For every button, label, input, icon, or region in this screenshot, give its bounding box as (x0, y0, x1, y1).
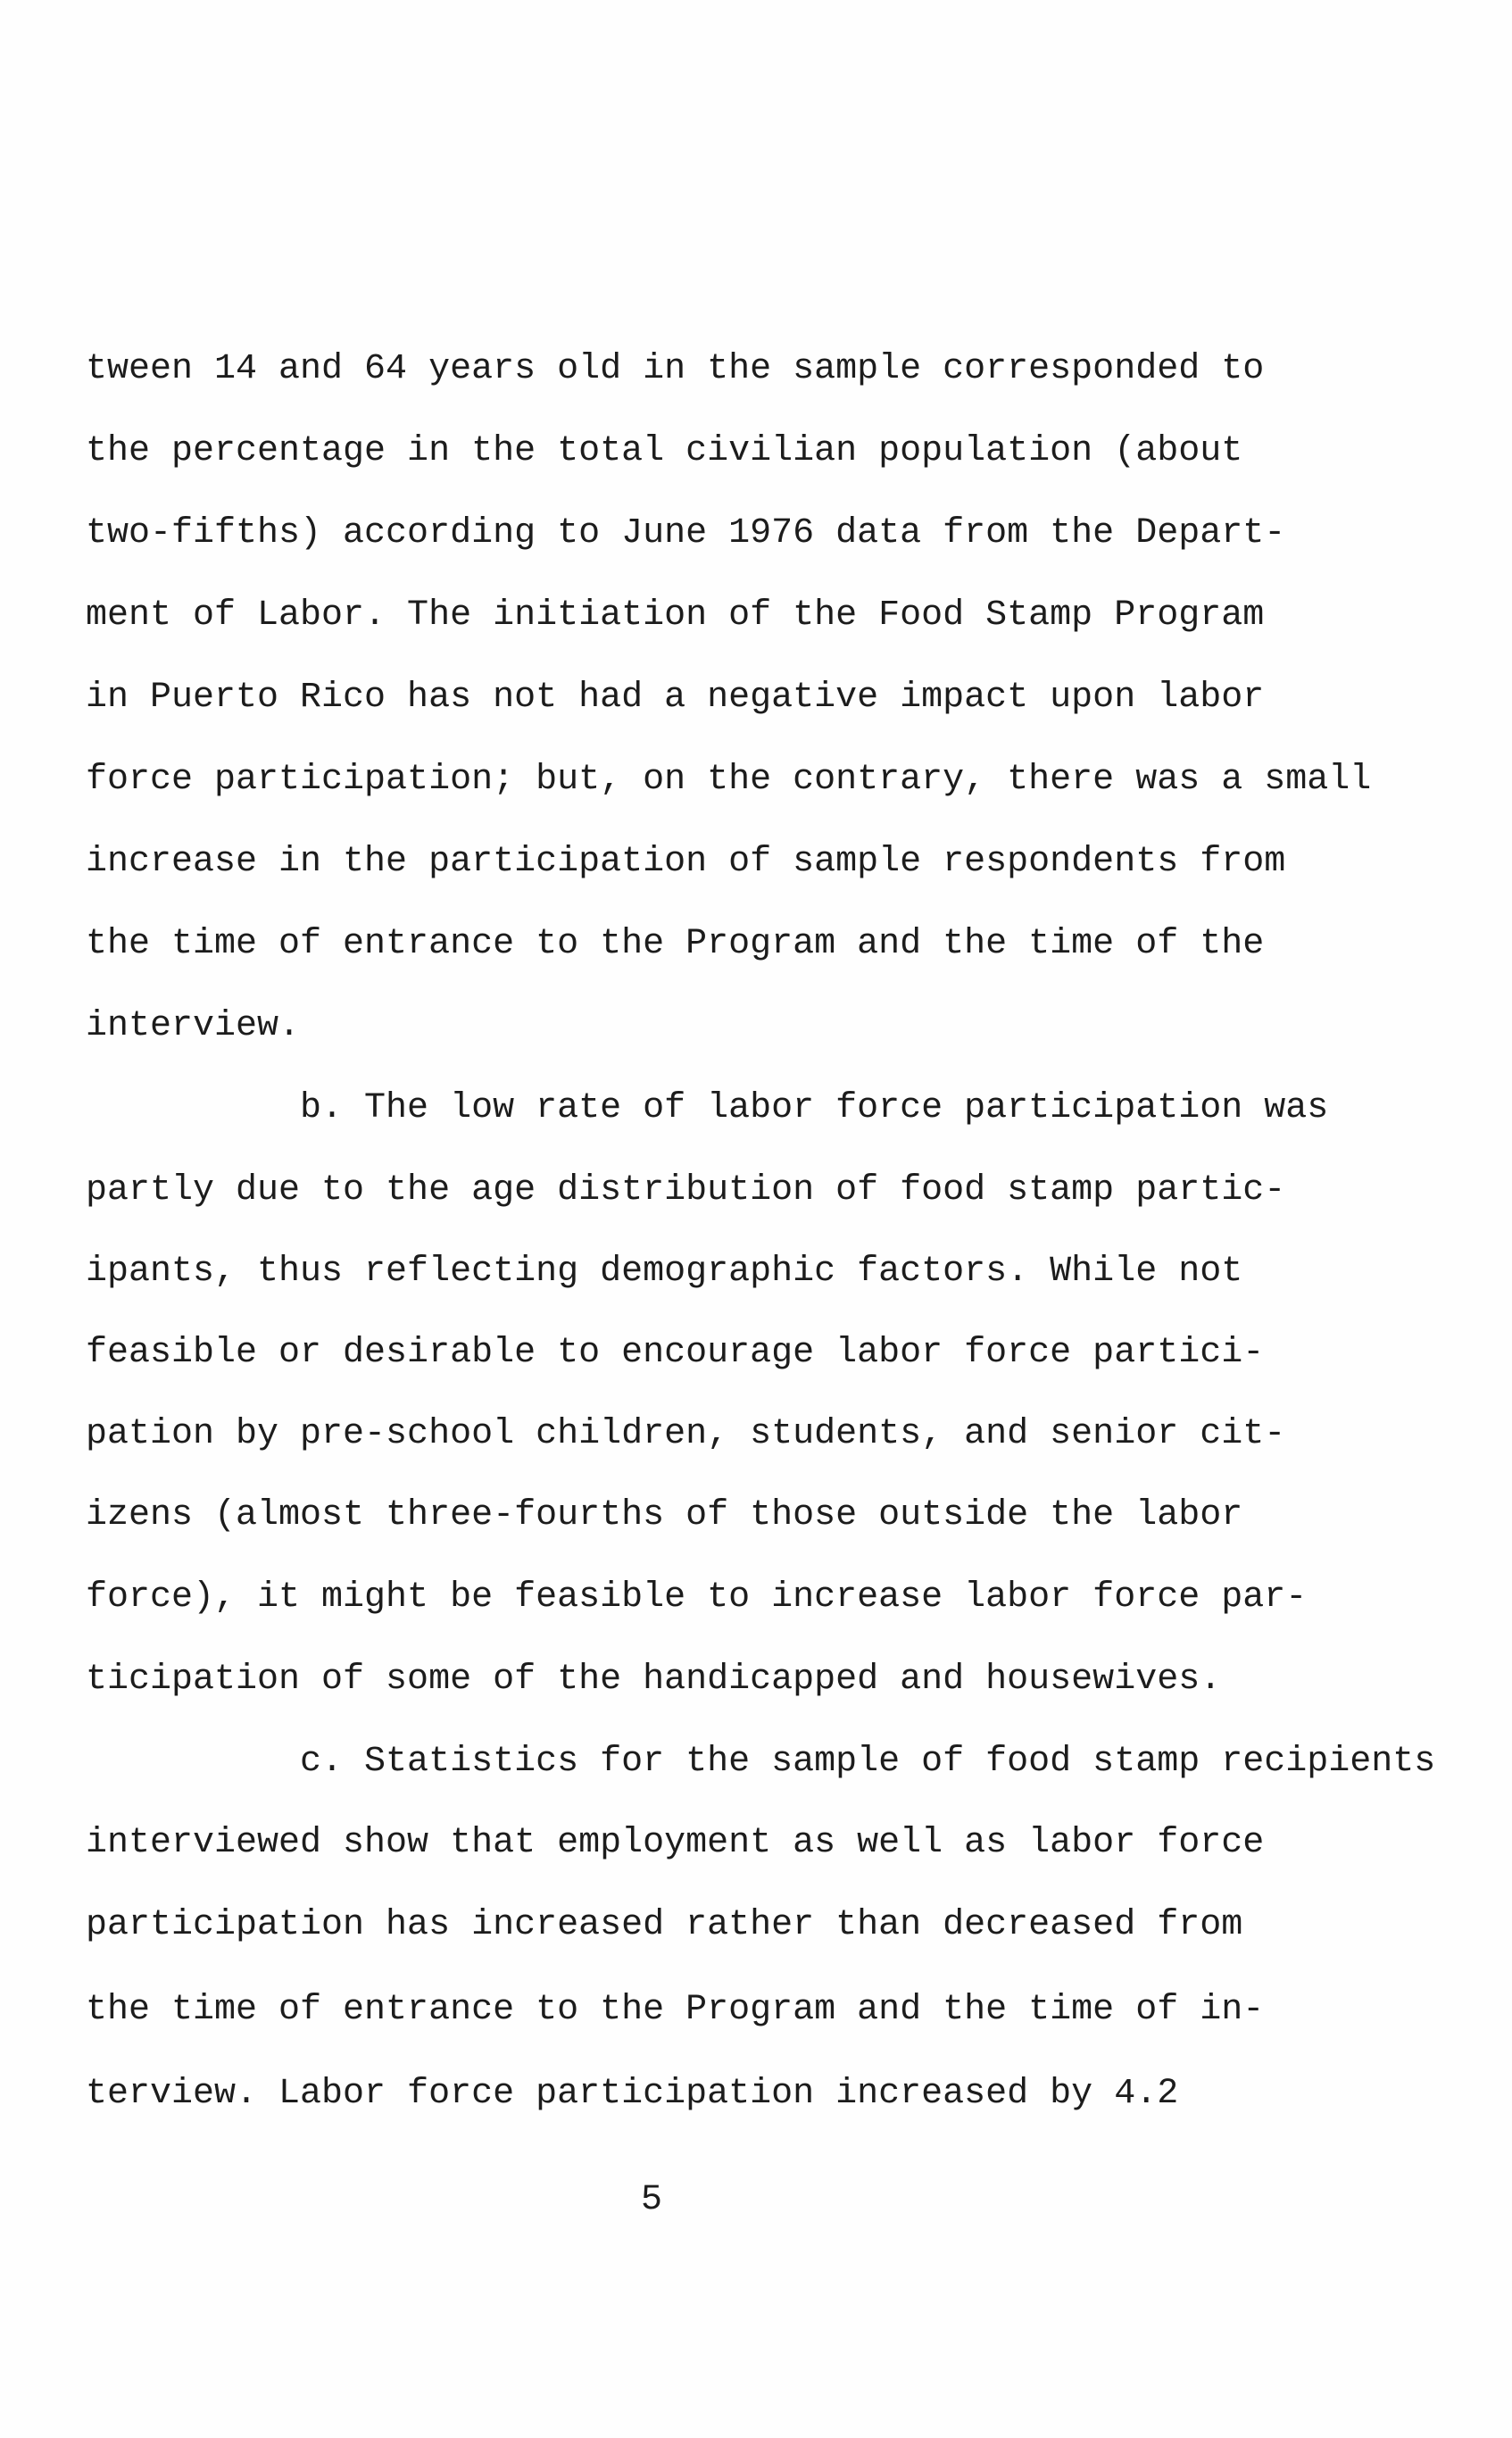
text-line-21: the time of entrance to the Program and the time of in- (86, 1990, 1265, 2030)
text-line-9: interview. (86, 1006, 301, 1046)
text-line-10: b. The low rate of labor force participation was (86, 1088, 1329, 1128)
text-line-20: participation has increased rather than decreased from (86, 1905, 1243, 1945)
text-line-17: ticipation of some of the handicapped and housewives. (86, 1660, 1222, 1700)
text-line-5: in Puerto Rico has not had a negative impact upon labor (86, 678, 1265, 718)
page-number: 5 (641, 2180, 663, 2220)
text-line-16: force), it might be feasible to increase labor force par- (86, 1577, 1308, 1618)
text-line-19: interviewed show that employment as well as labor force (86, 1823, 1265, 1863)
text-line-4: ment of Labor. The initiation of the Food Stamp Program (86, 595, 1265, 636)
text-line-2: the percentage in the total civilian population (about (86, 431, 1243, 471)
text-line-6: force participation; but, on the contrary, there was a small (86, 760, 1372, 800)
text-line-7: increase in the participation of sample respondents from (86, 842, 1286, 882)
text-line-15: izens (almost three-fourths of those outside the labor (86, 1495, 1243, 1535)
text-line-11: partly due to the age distribution of food stamp partic- (86, 1170, 1286, 1211)
text-line-1: tween 14 and 64 years old in the sample corresponded to (86, 349, 1265, 389)
text-line-13: feasible or desirable to encourage labor force partici- (86, 1333, 1265, 1373)
text-line-8: the time of entrance to the Program and the time of the (86, 924, 1265, 964)
text-line-3: two-fifths) according to June 1976 data from the Depart- (86, 513, 1286, 553)
text-line-12: ipants, thus reflecting demographic factors. While not (86, 1252, 1243, 1292)
text-line-14: pation by pre-school children, students, and senior cit- (86, 1414, 1286, 1454)
text-line-18: c. Statistics for the sample of food stamp recipients (86, 1742, 1436, 1782)
text-line-22: terview. Labor force participation increased by 4.2 (86, 2074, 1179, 2114)
